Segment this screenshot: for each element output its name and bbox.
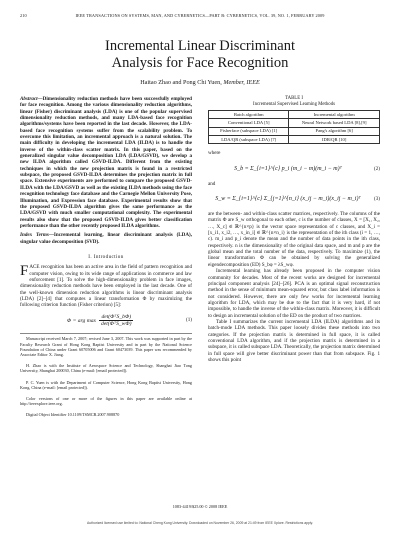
body-paragraph: Table I summarizes the current incremental LDA (ILDA) algorithms and its batch-mode LDA methods. This paper loosely divides these methods into two categories. If the projection matrix is determined in full space, it is called conventional LDA algorithm, and if the projection matrix is determined in a subspace, it is called subspace LDA. Theoretically, the projection matrix determined in full space will give better discriminant power than that from subspace. Fig. 1 shows this point bbox=[208, 318, 380, 363]
footnotes bbox=[20, 333, 192, 417]
table-row bbox=[209, 136, 380, 144]
authors bbox=[0, 79, 400, 86]
author-membership: Member, IEEE bbox=[223, 79, 260, 86]
where-text: where bbox=[208, 150, 221, 157]
table-header-row bbox=[209, 111, 380, 119]
paper-title bbox=[0, 38, 400, 72]
table-label: TABLE I bbox=[285, 96, 303, 101]
eq3-body: S_w = Σ_{i=1}^{c} Σ_{j=1}^{n_i} (x_ij − m_i)(x_ij − m_i)ᵀ bbox=[215, 195, 361, 202]
eq3-label: (3) bbox=[374, 195, 380, 202]
table-row bbox=[209, 127, 380, 135]
equation-3 bbox=[208, 187, 380, 211]
footnote-author-1: H. Zhao is with the Institute of Aerospace Science and Technology, Shanghai Jiao Tong University, Shanghai 200030, China (e-mail: [email protected]). bbox=[20, 363, 192, 374]
table-cell: Fisherface (subspace LDA) [1] bbox=[209, 127, 289, 135]
footnote-author-2: P. C. Yuen is with the Department of Computer Science, Hong Kong Baptist University, Hong Kong, China (e-mail: [email protected]). bbox=[20, 379, 192, 390]
table-header-cell: Incremental algorithm bbox=[289, 111, 380, 119]
table-cell: Neural Network based LDA [8],[9] bbox=[289, 119, 380, 127]
footnote-manuscript: Manuscript received March 7, 2007; revised June 3, 2007. This work was supported in part by the Faculty Research Grant of Hong Kong Baptist University and in part by the National Science Foundation of China under Grant 60705006 and Grant 60473039. This paper was recommended by Associate Editor X. Jiang. bbox=[20, 333, 192, 357]
eq1-label: (1) bbox=[186, 317, 192, 324]
eq2-label: (2) bbox=[374, 165, 380, 172]
eq2-body: S_b = Σ_{i=1}^{c} p_i (m_i − m)(m_i − m)ᵀ bbox=[234, 165, 342, 172]
eq1-lhs: Φ = arg max bbox=[66, 317, 97, 324]
abstract-label: Abstract— bbox=[20, 96, 43, 102]
intro-paragraph bbox=[20, 264, 192, 308]
title-line-2: Analysis for Face Recognition bbox=[111, 55, 289, 71]
table-caption: Incremental Supervised Learning Methods bbox=[253, 102, 335, 107]
table-row bbox=[209, 119, 380, 127]
methods-table bbox=[208, 110, 380, 144]
table-header-cell: Batch algorithm bbox=[209, 111, 289, 119]
body-paragraph: Incremental learning has already been proposed in the computer vision community for decades. Most of the recent works are designed for incremental principal component analysis [24]–[26]. PCA is an optimal signal reconstruction method in the sense of minimum mean-squared error, but class label information is not considered. However, there are only few works for incremental learning algorithm for LDA, which may be due to the fact that it is very hard, if not impossible, to handle the inverse of the within-class matrix. Moreover, it is difficult to design an incremental solution of the ED on the product of two matrices. bbox=[208, 268, 380, 319]
table-cell: Pang's algorithm [6] bbox=[289, 127, 380, 135]
running-header bbox=[20, 13, 380, 21]
footnote-color: Color versions of one or more of the figures in this paper are available online at http://ieeexplore.ieee.org. bbox=[20, 395, 192, 407]
abstract bbox=[20, 96, 192, 229]
body-paragraph: are the between- and within-class scatter matrices, respectively. The columns of the matrix Φ are S_w orthogonal to each other, c is the number of classes, X = [X₁, X₂, …, X_c] ∈ ℝ^{n×p} is the vector space representation of c classes, and X_i = [x_i1, x_i2, …, x_in_i] ∈ ℝ^{n×n_i} is the representation of the ith class (i = 1, …, c). m_i and p_i denote the mean and the number of data points in the ith class, respectively. n is the dimensionality of the original data space, and m and p are the global mean and the total number of the data, respectively. To maximize (1), the linear transformation Φ can be obtained by solving the generalized eigendecomposition (ED) S_bφ = λS_wφ. bbox=[208, 211, 380, 268]
journal-header: IEEE TRANSACTIONS ON SYSTEMS, MAN, AND CYBERNETICS—PART B: CYBERNETICS, VOL. 39, NO. 1, FEBRUARY 2009 bbox=[75, 13, 325, 18]
section-heading: I. Introduction bbox=[88, 253, 124, 260]
and-text: and bbox=[208, 180, 216, 187]
table-cell: Conventional LDA [5] bbox=[209, 119, 289, 127]
page-footer: 1083-4419/$25.00 © 2008 IEEE bbox=[172, 504, 228, 509]
index-terms bbox=[20, 232, 192, 245]
index-terms-label: Index Terms— bbox=[20, 232, 54, 239]
table-cell: IDR/QR [10] bbox=[289, 136, 380, 144]
eq1-numerator: det(ΦᵀS_bΦ) bbox=[101, 313, 132, 320]
left-column bbox=[20, 96, 192, 418]
page-number: 210 bbox=[20, 13, 27, 18]
eq1-denominator: det(ΦᵀS_wΦ) bbox=[100, 321, 132, 327]
author-names: Haitao Zhao and Pong Chi Yuen, bbox=[140, 79, 222, 86]
intro-text: ACE recognition has been an active area in the field of pattern recognition and computer vision, owing to its wide range of applications in commerce and law enforcement [1]. To solve the high-dimensionality problem in face images, dimensionality reduction methods have been employed in the last decade. One of the well-known dimension reduction algorithms is linear discriminant analysis (LDA) [2]–[4] that computes a linear transformation Φ by maximizing the following criterion function (Fisher criterion) [5]: bbox=[20, 264, 192, 309]
equation-2 bbox=[208, 157, 380, 181]
license-notice: Authorized licensed use limited to: National Cheng Kung University. Downloaded on November 26, 2009 at 21:49 from IEEE Xplore. Restrictions apply. bbox=[86, 521, 314, 525]
equation-1 bbox=[20, 314, 192, 328]
right-column bbox=[208, 96, 380, 363]
index-terms-text: Incremental learning, linear discriminant analysis (LDA), singular value decomposition (SVD). bbox=[20, 232, 192, 245]
footnote-doi: Digital Object Identifier 10.1109/TSMCB.2007.908870 bbox=[26, 412, 120, 418]
abstract-text: Dimensionality reduction methods have been successfully employed for face recognition. Among the various dimensionality reduction algorithms, linear (Fisher) discriminant analysis (LDA) is one of the popular supervised dimensionality reduction methods, and many LDA-based face recognition algorithms/systems have been reported in the last decade. However, the LDA-based face recognition systems suffer from the scalability problem. To overcome this limitation, an incremental approach is a natural solution. The main difficulty in developing the incremental LDA (ILDA) is to handle the inverse of the within-class scatter matrix. In this paper, based on the generalized singular value decomposition LDA (LDA/GSVD), we develop a new ILDA algorithm called GSVD-ILDA. Different from the existing techniques in which the new projection matrix is found in a restricted subspace, the proposed GSVD-ILDA determines the projection matrix in full space. Extensive experiments are performed to compare the proposed GSVD-ILDA with the LDA/GSVD as well as the existing ILDA methods using the face recognition technology face database and the Carnegie Mellon University Pose, Illumination, and Expression face database. Experimental results show that the proposed GSVD-ILDA algorithm gives the same performance as the LDA/GSVD with much smaller computational complexity. The experimental results also show that the proposed GSVD-ILDA gives better classification performance than the other recently proposed ILDA algorithms. bbox=[20, 96, 192, 229]
title-line-1: Incremental Linear Discriminant bbox=[104, 38, 296, 54]
table-cell: LDA/QR (subspace LDA) [7] bbox=[209, 136, 289, 144]
drop-cap: F bbox=[20, 263, 29, 280]
